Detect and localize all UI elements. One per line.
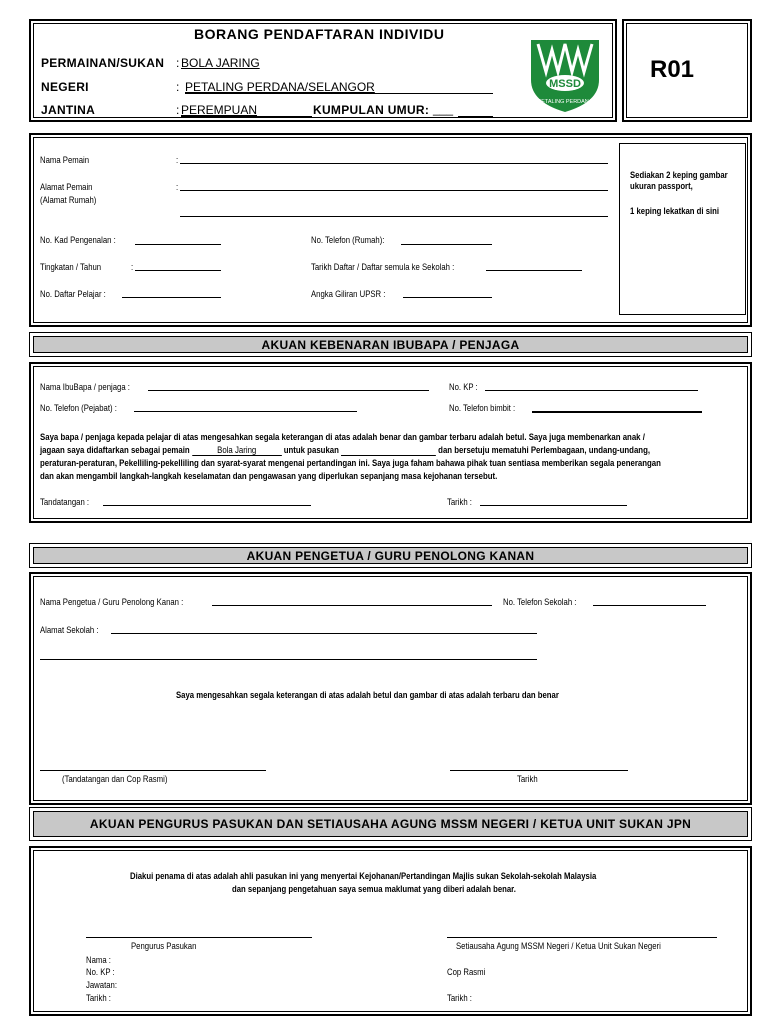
ibubapa-statement-1: Saya bapa / penjaga kepada pelajar di atas mengesahkan segala keterangan di atas adalah benar dan gambar terbaru adalah betul. Saya juga membenarkan anak / — [40, 432, 645, 442]
label-upsr: Angka Giliran UPSR : — [311, 289, 386, 299]
input-alamat-sekolah-2[interactable] — [40, 659, 537, 660]
value-jantina-prefix: : — [176, 103, 180, 117]
label-tarikh-ibubapa: Tarikh : — [447, 497, 472, 507]
value-sukan[interactable]: BOLA JARING — [181, 56, 260, 70]
photo-note-2: ukuran passport, — [630, 181, 693, 191]
label-negeri: NEGERI — [41, 80, 89, 94]
label-tel-sekolah: No. Telefon Sekolah : — [503, 597, 577, 607]
value-negeri[interactable]: PETALING PERDANA/SELANGOR — [185, 80, 375, 94]
label-cop-rasmi: Cop Rasmi — [447, 967, 486, 977]
input-tandatangan-pengurus[interactable] — [86, 937, 312, 938]
label-setiausaha: Setiausaha Agung MSSM Negeri / Ketua Unit Sukan Negeri — [456, 941, 661, 951]
input-tarikh-ibubapa[interactable] — [480, 505, 627, 506]
label-nama-pengetua: Nama Pengetua / Guru Penolong Kanan : — [40, 597, 184, 607]
label-tarikh-daftar: Tarikh Daftar / Daftar semula ke Sekolah : — [311, 262, 455, 272]
form-code: R01 — [650, 56, 695, 83]
input-tandatangan-ibubapa[interactable] — [103, 505, 311, 506]
label-sukan: PERMAINAN/SUKAN — [41, 56, 165, 70]
input-alamat-2[interactable] — [180, 216, 608, 217]
colon-nama-pemain: : — [176, 155, 179, 165]
input-tandatangan-setiausaha[interactable] — [447, 937, 717, 938]
ibubapa-statement-3: peraturan-peraturan, Pekelliling-pekelliling dan syarat-syarat mengenai pertandingan ini. Saya juga faham bahawa pihak tuan sentiasa memberikan segala penerangan — [40, 458, 661, 468]
label-tandatangan-ibubapa: Tandatangan : — [40, 497, 90, 507]
label-nama-ibubapa: Nama IbuBapa / penjaga : — [40, 382, 130, 392]
ibubapa-heading-bar — [29, 332, 752, 357]
input-ibubapa-kp[interactable] — [485, 390, 698, 391]
label-alamat-rumah: (Alamat Rumah) — [40, 195, 97, 205]
colon-alamat: : — [176, 182, 179, 192]
label-alamat-pemain: Alamat Pemain — [40, 182, 93, 192]
input-alamat-sekolah-1[interactable] — [111, 633, 537, 634]
label-setiausaha-tarikh: Tarikh : — [447, 993, 472, 1003]
input-upsr[interactable] — [403, 297, 492, 298]
colon-tingkatan: : — [131, 262, 134, 272]
pengetua-heading: AKUAN PENGETUA / GURU PENOLONG KANAN — [33, 547, 748, 564]
statement-2d: dan bersetuju mematuhi Perlembagaan, undang-undang, — [438, 445, 651, 455]
pengurus-statement-1: Diakui penama di atas adalah ahli pasukan ini yang menyertai Kejohanan/Pertandingan Majlis sukan Sekolah-sekolah Malaysia — [130, 871, 597, 881]
input-tingkatan[interactable] — [135, 270, 221, 271]
input-tarikh-daftar[interactable] — [486, 270, 582, 271]
label-pengurus-tarikh: Tarikh : — [86, 993, 111, 1003]
label-kad-pengenalan: No. Kad Pengenalan : — [40, 235, 116, 245]
photo-note-1: Sediakan 2 keping gambar — [630, 170, 728, 180]
input-nama-ibubapa[interactable] — [148, 390, 429, 391]
label-no-daftar: No. Daftar Pelajar : — [40, 289, 106, 299]
input-no-daftar[interactable] — [122, 297, 221, 298]
kumpulan-underline — [458, 116, 493, 117]
label-pengurus-jawatan: Jawatan: — [86, 980, 117, 990]
value-kumpulan-umur[interactable]: ___ — [433, 102, 454, 116]
mssd-logo — [526, 36, 604, 114]
input-kad-pengenalan[interactable] — [135, 244, 221, 245]
label-tel-pejabat: No. Telefon (Pejabat) : — [40, 403, 117, 413]
value-sukan-prefix: : — [176, 56, 180, 70]
label-tandatangan-cop: (Tandatangan dan Cop Rasmi) — [62, 774, 168, 784]
statement-2-team[interactable] — [341, 445, 436, 456]
statement-2c: untuk pasukan — [283, 445, 339, 455]
label-alamat-sekolah: Alamat Sekolah : — [40, 625, 99, 635]
input-nama-pengetua[interactable] — [212, 605, 492, 606]
statement-2b[interactable]: Bola Jaring — [192, 445, 282, 456]
input-alamat-1[interactable] — [180, 190, 608, 191]
value-jantina[interactable]: PEREMPUAN — [181, 103, 258, 117]
negeri-underline — [185, 93, 493, 94]
pengetua-inner — [33, 576, 748, 801]
logo-ring-text: PETALING PERDANA — [537, 99, 593, 105]
input-tel-pejabat[interactable] — [134, 411, 357, 412]
label-pengurus-kp: No. KP : — [86, 967, 115, 977]
photo-box[interactable] — [619, 143, 746, 315]
pengetua-statement: Saya mengesahkan segala keterangan di atas adalah betul dan gambar di atas adalah terbaru dan benar — [176, 690, 559, 700]
label-pengurus-nama: Nama : — [86, 955, 111, 965]
form-title: BORANG PENDAFTARAN INDIVIDU — [194, 26, 445, 42]
label-tingkatan: Tingkatan / Tahun — [40, 262, 102, 272]
ibubapa-heading: AKUAN KEBENARAN IBUBAPA / PENJAGA — [33, 336, 748, 353]
pengurus-statement-2: dan sepanjang pengetahuan saya semua maklumat yang diberi adalah benar. — [232, 884, 516, 894]
label-tel-bimbit: No. Telefon bimbit : — [449, 403, 516, 413]
pengurus-heading-bar — [29, 807, 752, 841]
input-tel-sekolah[interactable] — [593, 605, 706, 606]
label-pengurus-pasukan: Pengurus Pasukan — [131, 941, 197, 951]
label-ibubapa-kp: No. KP : — [449, 382, 478, 392]
input-tel-bimbit[interactable] — [532, 411, 702, 413]
label-nama-pemain: Nama Pemain — [40, 155, 90, 165]
pengetua-heading-bar — [29, 543, 752, 568]
label-kumpulan-umur: KUMPULAN UMUR: — [313, 103, 430, 117]
label-tarikh-pengetua: Tarikh — [517, 774, 538, 784]
statement-2a: jagaan saya didaftarkan sebagai pemain — [40, 445, 190, 455]
label-tel-rumah: No. Telefon (Rumah): — [311, 235, 385, 245]
photo-note-3: 1 keping lekatkan di sini — [630, 206, 720, 216]
pengurus-heading: AKUAN PENGURUS PASUKAN DAN SETIAUSAHA AGUNG MSSM NEGERI / KETUA UNIT SUKAN JPN — [33, 811, 748, 837]
input-nama-pemain[interactable] — [180, 163, 608, 164]
input-tarikh-pengetua[interactable] — [450, 770, 628, 771]
logo-text: MSSD — [549, 78, 581, 90]
input-tandatangan-pengetua[interactable] — [40, 770, 266, 771]
input-tel-rumah[interactable] — [401, 244, 492, 245]
ibubapa-statement-4: dan akan mengambil langkah-langkah keselamatan dan pengawasan yang diperlukan sepanjang masa kejohanan tersebut. — [40, 471, 498, 481]
label-jantina: JANTINA — [41, 103, 96, 117]
jantina-underline — [181, 116, 312, 117]
value-negeri-prefix: : — [176, 80, 180, 94]
ibubapa-statement-2 — [40, 444, 736, 456]
